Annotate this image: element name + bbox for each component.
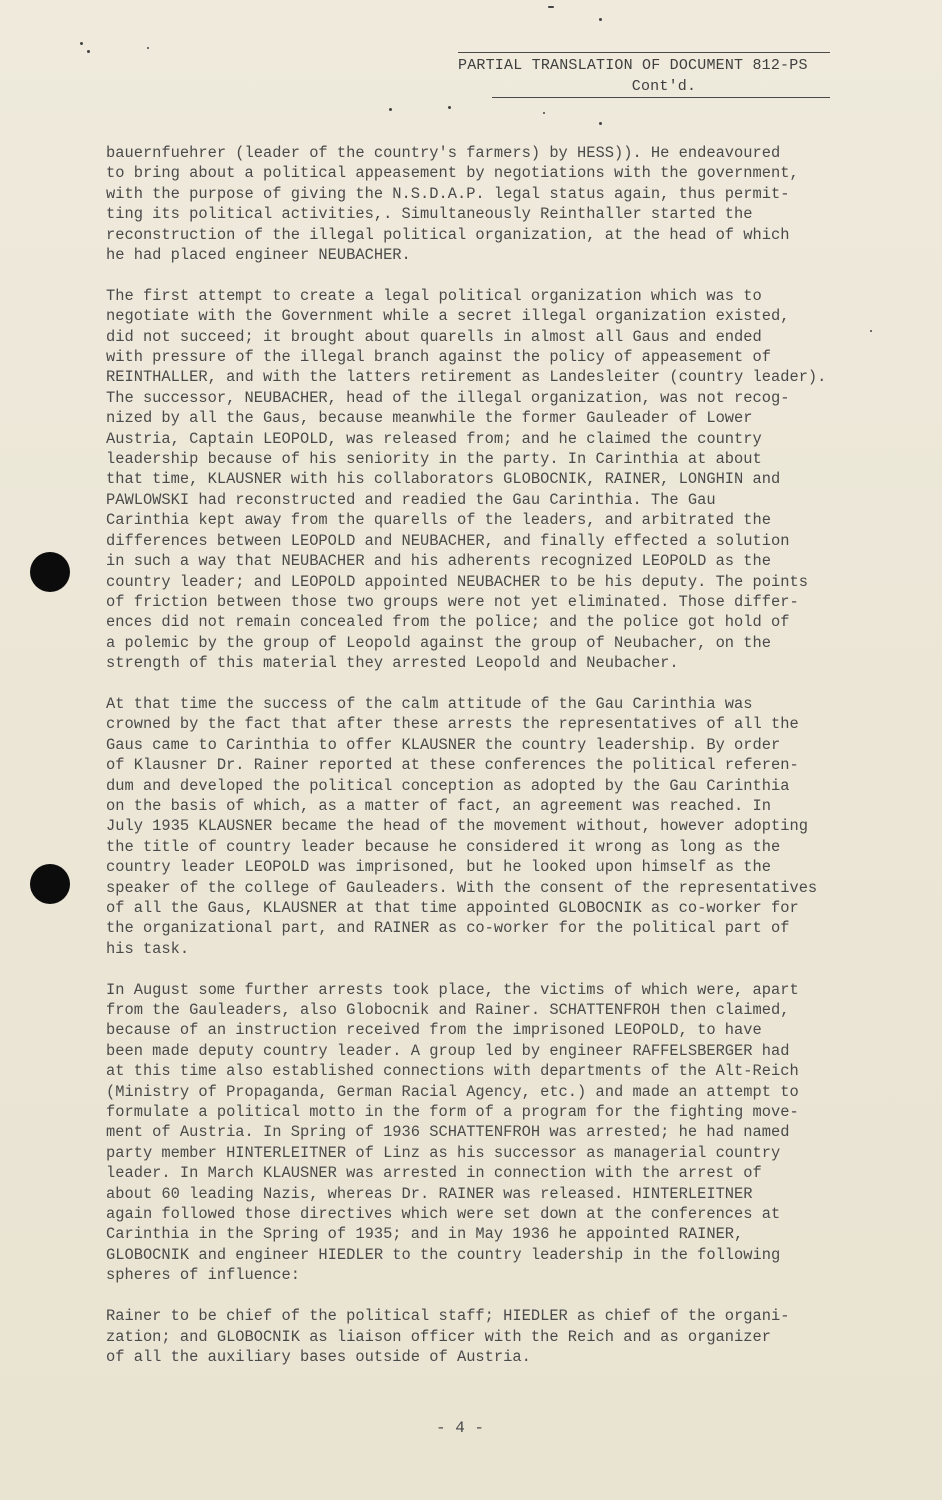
document-body [106,143,866,1388]
paragraph: The first attempt to create a legal political organization which was to negotiate with the Government while a secret illegal organization existed, did not succeed; it brought about quarells in almost all Gaus and ended with pressure of the illegal branch against the policy of appeasement of REINTHALLER, and with the latters retirement as Landesleiter (country leader). The successor, NEUBACHER, head of the illegal organization, was not recog- nized by all the Gaus, because meanwhile the former Gauleader of Lower Austria, Captain LEOPOLD, was released from; and he claimed the country leadership because of his seniority in the party. In Carinthia at about that time, KLAUSNER with his collaborators GLOBOCNIK, RAINER, LONGHIN and PAWLOWSKI had reconstructed and readied the Gau Carinthia. The Gau Carinthia kept away from the quarells of the leaders, and arbitrated the differences between LEOPOLD and NEUBACHER, and finally effected a solution in such a way that NEUBACHER and his adherents recognized LEOPOLD as the country leader; and LEOPOLD appointed NEUBACHER to be his deputy. The points of friction between those two groups were not yet eliminated. Those differ- ences did not remain concealed from the police; and the police got hold of a polemic by the group of Leopold against the group of Neubacher, on the strength of this material they arrested Leopold and Neubacher. [106,286,827,673]
ink-speck [147,47,149,49]
ink-speck [87,50,90,53]
ink-speck [543,112,545,114]
paragraph: In August some further arrests took place, the victims of which were, apart from the Gauleaders, also Globocnik and Rainer. SCHATTENFROH then claimed, because of an instruction received from the imprisoned LEOPOLD, to have been made deputy country leader. A group led by engineer RAFFELSBERGER had at this time also established connections with departments of the Alt-Reich (Ministry of Propaganda, German Racial Agency, etc.) and made an attempt to formulate a political motto in the form of a program for the fighting move- ment of Austria. In Spring of 1936 SCHATTENFROH was arrested; he had named party member HINTERLEITNER of Linz as his successor as managerial country leader. In March KLAUSNER was arrested in connection with the arrest of about 60 leading Nazis, whereas Dr. RAINER was released. HINTERLEITNER again followed those directives which were set down at the conferences at Carinthia in the Spring of 1935; and in May 1936 he appointed RAINER, GLOBOCNIK and engineer HIEDLER to the country leadership in the following spheres of influence: [106,980,799,1285]
page-number: - 4 - [436,1419,485,1437]
header-bottom-rule [492,97,830,98]
ink-speck [80,42,83,45]
continuation-label: Cont'd. [631,78,697,95]
document-header [458,52,830,98]
ink-speck [389,108,392,111]
header-top-rule [458,52,830,53]
ink-speck [448,106,451,109]
paragraph: Rainer to be chief of the political staff; HIEDLER as chief of the organi- zation; and GLOBOCNIK as liaison officer with the Reich and as organizer of all the auxiliary bases outside of Austria. [106,1307,790,1366]
ink-speck [599,122,602,125]
ink-speck [548,6,554,8]
binder-punch-hole [30,864,70,904]
ink-speck [870,330,872,332]
ink-speck [599,18,602,21]
paragraph: bauernfuehrer (leader of the country's farmers) by HESS)). He endeavoured to bring about a political appeasement by negotiations with the government, with the purpose of giving the N.S.D.A.P. legal status again, thus permit- ting its political activities,. Simultaneously Reinthaller started the reconstruction of the illegal political organization, at the head of which he had placed engineer NEUBACHER. [106,144,799,265]
paragraph: At that time the success of the calm attitude of the Gau Carinthia was crowned by the fact that after these arrests the representatives of all the Gaus came to Carinthia to offer KLAUSNER the country leadership. By order of Klausner Dr. Rainer reported at these conferences the political referen- dum and developed the political conception as adopted by the Gau Carinthia on the basis of which, as a matter of fact, an agreement was reached. In July 1935 KLAUSNER became the head of the movement without, however adopting the title of country leader because he considered it wrong as long as the country leader LEOPOLD was imprisoned, but he looked upon himself as the speaker of the college of Gauleaders. With the consent of the representatives of all the Gaus, KLAUSNER at that time appointed GLOBOCNIK as co-worker for the organizational part, and RAINER as co-worker for the political part of his task. [106,694,818,958]
binder-punch-hole [30,552,70,592]
document-title: PARTIAL TRANSLATION OF DOCUMENT 812-PS [458,57,808,74]
